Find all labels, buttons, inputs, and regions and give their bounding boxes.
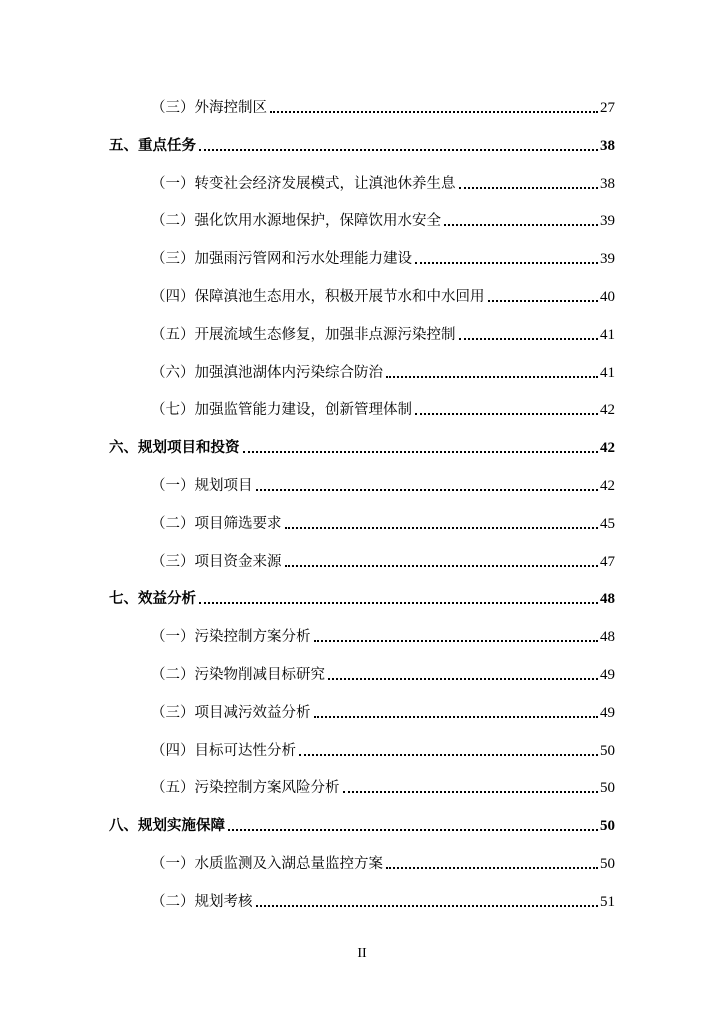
toc-entry-page: 38 [600, 176, 615, 192]
page-number: II [357, 946, 367, 961]
toc-section-entry [151, 850, 615, 874]
toc-entry-title: 七、效益分析 [109, 591, 196, 607]
toc-entry-page: 39 [600, 251, 615, 267]
toc-dot-leader [314, 715, 599, 718]
toc-entry-title: （一）规划项目 [151, 478, 253, 494]
toc-section-entry [151, 888, 615, 912]
toc-dot-leader [459, 337, 599, 340]
toc-dot-leader [314, 639, 599, 642]
toc-dot-leader [386, 375, 598, 378]
toc-dot-leader [299, 753, 598, 756]
toc-entry-title: （三）加强雨污管网和污水处理能力建设 [151, 251, 412, 267]
toc-entry-page: 42 [600, 478, 615, 494]
toc-entry-page: 50 [600, 818, 615, 834]
toc-entry-title: 八、规划实施保障 [109, 818, 225, 834]
toc-section-entry [151, 623, 615, 647]
toc-entry-title: （六）加强滇池湖体内污染综合防治 [151, 365, 383, 381]
toc-dot-leader [386, 866, 598, 869]
toc-dot-leader [199, 601, 598, 604]
toc-dot-leader [488, 299, 599, 302]
toc-section-entry [151, 321, 615, 345]
toc-entry-page: 51 [600, 894, 615, 910]
toc-dot-leader [285, 564, 599, 567]
toc-entry-page: 27 [600, 100, 615, 116]
toc-section-entry [151, 737, 615, 761]
toc-section-entry [151, 510, 615, 534]
toc-dot-leader [444, 223, 598, 226]
toc-chapter-entry [109, 132, 615, 156]
toc-section-entry [151, 699, 615, 723]
toc-entry-title: （一）水质监测及入湖总量监控方案 [151, 856, 383, 872]
toc-entry-page: 48 [600, 629, 615, 645]
toc-chapter-entry [109, 585, 615, 609]
toc-entry-page: 41 [600, 365, 615, 381]
toc-entry-page: 45 [600, 516, 615, 532]
toc-entry-title: （五）污染控制方案风险分析 [151, 780, 340, 796]
toc-entry-title: （三）外海控制区 [151, 100, 267, 116]
toc-entry-title: （五）开展流域生态修复，加强非点源污染控制 [151, 327, 456, 343]
toc-dot-leader [256, 488, 599, 491]
toc-dot-leader [459, 186, 599, 189]
toc-entry-title: （七）加强监管能力建设，创新管理体制 [151, 402, 412, 418]
toc-dot-leader [199, 148, 598, 151]
toc-entry-title: （三）项目减污效益分析 [151, 705, 311, 721]
toc-dot-leader [328, 677, 598, 680]
toc-section-entry [151, 472, 615, 496]
toc-entry-title: 五、重点任务 [109, 138, 196, 154]
toc-section-entry [151, 283, 615, 307]
toc-entry-title: （四）目标可达性分析 [151, 743, 296, 759]
toc-section-entry [151, 245, 615, 269]
toc-entry-page: 42 [600, 440, 615, 456]
toc-entry-page: 50 [600, 780, 615, 796]
toc-entry-title: （二）项目筛选要求 [151, 516, 282, 532]
toc-dot-leader [415, 412, 598, 415]
toc-dot-leader [228, 828, 598, 831]
toc-section-entry [151, 207, 615, 231]
toc-entry-page: 50 [600, 856, 615, 872]
toc-section-entry [151, 170, 615, 194]
toc-entry-title: （三）项目资金来源 [151, 554, 282, 570]
toc-dot-leader [285, 526, 599, 529]
toc-entry-page: 39 [600, 213, 615, 229]
toc-entry-title: （二）污染物削减目标研究 [151, 667, 325, 683]
toc-entry-page: 41 [600, 327, 615, 343]
toc-section-entry [151, 359, 615, 383]
toc-chapter-entry [109, 434, 615, 458]
toc-chapter-entry [109, 812, 615, 836]
toc-entry-page: 49 [600, 667, 615, 683]
toc-entry-title: （一）转变社会经济发展模式，让滇池休养生息 [151, 176, 456, 192]
toc-section-entry [151, 94, 615, 118]
toc-entry-page: 49 [600, 705, 615, 721]
toc-entry-page: 38 [600, 138, 615, 154]
toc-section-entry [151, 396, 615, 420]
toc-dot-leader [270, 110, 598, 113]
toc-entry-page: 40 [600, 289, 615, 305]
toc-dot-leader [243, 450, 599, 453]
toc-section-entry [151, 548, 615, 572]
toc-entry-title: （二）规划考核 [151, 894, 253, 910]
toc-entry-title: （二）强化饮用水源地保护，保障饮用水安全 [151, 213, 441, 229]
toc-section-entry [151, 774, 615, 798]
toc-entry-title: （四）保障滇池生态用水，积极开展节水和中水回用 [151, 289, 485, 305]
toc-entry-page: 47 [600, 554, 615, 570]
toc-entry-page: 48 [600, 591, 615, 607]
toc-dot-leader [415, 261, 598, 264]
toc-entry-title: （一）污染控制方案分析 [151, 629, 311, 645]
toc-entry-page: 42 [600, 402, 615, 418]
toc-dot-leader [343, 790, 599, 793]
toc-entry-page: 50 [600, 743, 615, 759]
toc-dot-leader [256, 904, 599, 907]
toc-section-entry [151, 661, 615, 685]
toc-entry-title: 六、规划项目和投资 [109, 440, 240, 456]
